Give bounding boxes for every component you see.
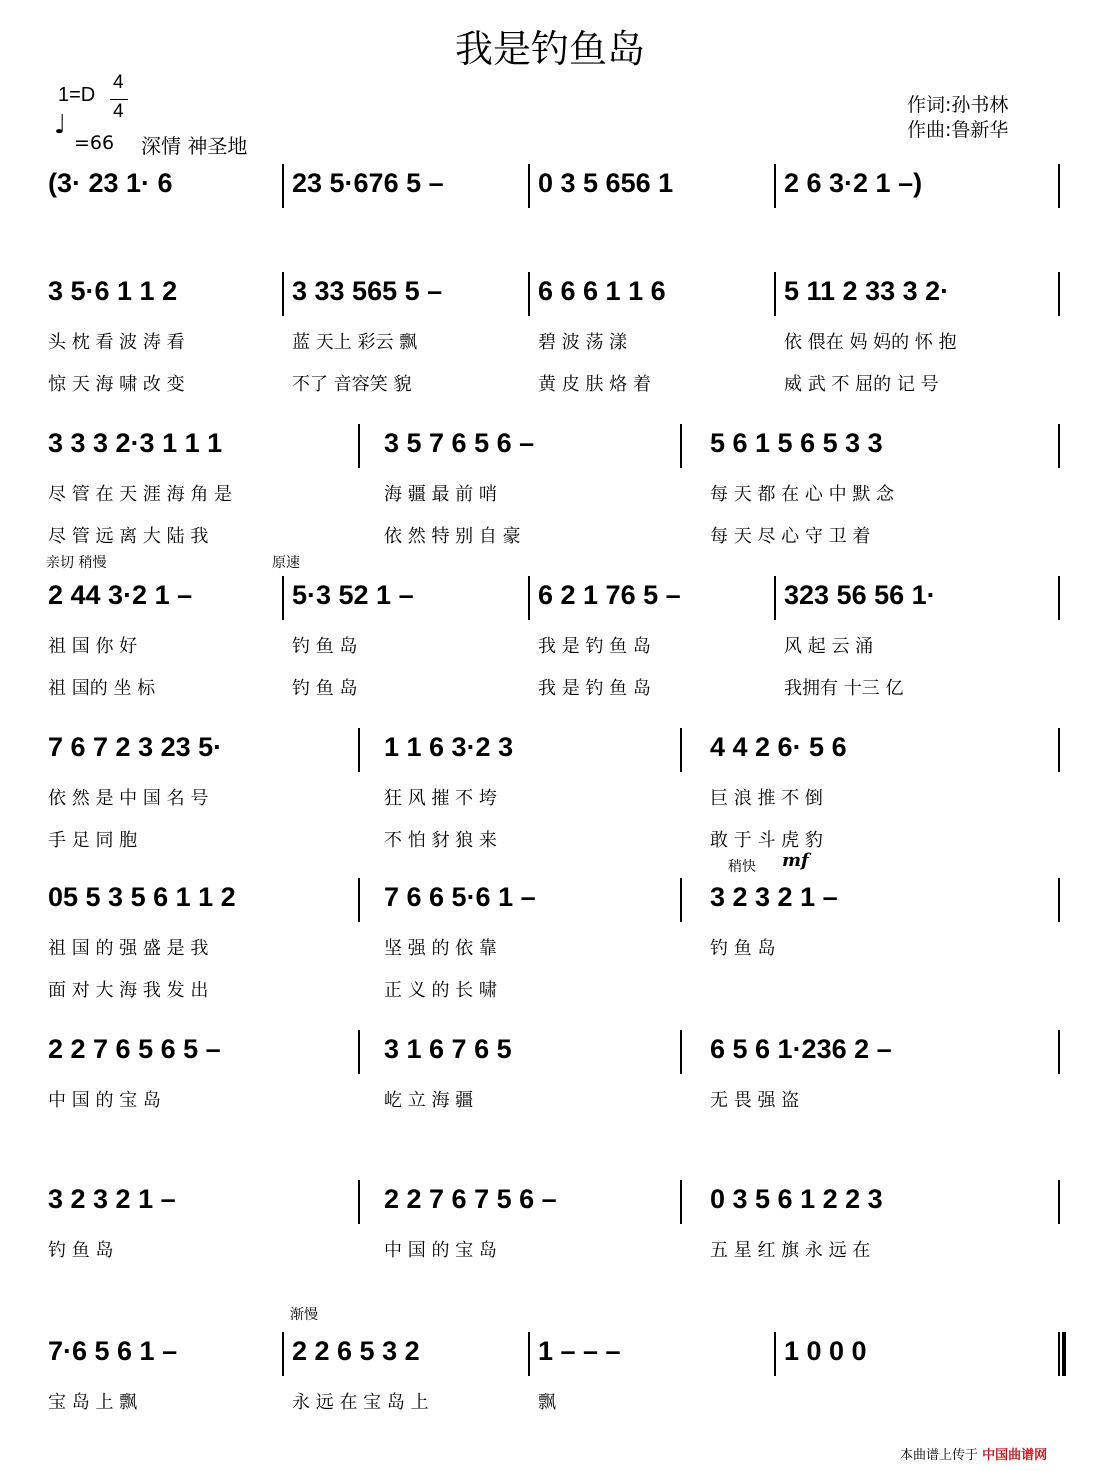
site-brand: 中国曲谱网 (982, 1448, 1048, 1463)
lyric-verse-2: 不了 音容笑 貌 (292, 374, 412, 395)
lyric-verse-1: 头 枕 看 波 涛 看 (48, 332, 185, 353)
measure-notes: 6 2 1 76 5 – (538, 580, 681, 610)
measure-notes: 1 0 0 0 (784, 1336, 867, 1366)
measure-notes: 2 44 3·2 1 – (48, 580, 193, 610)
barline (680, 424, 682, 468)
barline (282, 1332, 284, 1376)
measure-notes: 7 6 7 2 3 23 5· (48, 732, 223, 762)
measure-notes: 2 6 3·2 1 –) (784, 168, 923, 198)
dynamic-mf: mf (782, 850, 809, 871)
measure-notes: 3 5·6 1 1 2 (48, 276, 178, 306)
lyric-verse-2: 尽 管 远 离 大 陆 我 (48, 526, 209, 547)
measure-notes: 0 3 5 6 1 2 2 3 (710, 1184, 883, 1214)
lyric-verse-1: 尽 管 在 天 涯 海 角 是 (48, 484, 233, 505)
lyric-verse-1: 飘 (538, 1392, 556, 1413)
lyric-verse-1: 狂 风 摧 不 垮 (384, 788, 497, 809)
lyric-verse-1: 坚 强 的 依 靠 (384, 938, 497, 959)
lyric-verse-2: 依 然 特 别 自 豪 (384, 526, 521, 547)
lyric-verse-2: 钓 鱼 岛 (292, 678, 358, 699)
barline (680, 728, 682, 772)
marking-tender-slower: 亲切 稍慢 (46, 555, 107, 571)
measure-notes: 2 2 7 6 7 5 6 – (384, 1184, 557, 1214)
lyric-verse-1: 海 疆 最 前 哨 (384, 484, 497, 505)
measure-notes: 2 2 7 6 5 6 5 – (48, 1034, 221, 1064)
measure-notes: 3 2 3 2 1 – (710, 882, 838, 912)
measure-notes: 3 33 565 5 – (292, 276, 443, 306)
barline (774, 576, 776, 620)
lyric-verse-2: 黄 皮 肤 烙 着 (538, 374, 651, 395)
barline (282, 576, 284, 620)
measure-notes: 5·3 52 1 – (292, 580, 414, 610)
time-signature-bottom: 4 (113, 101, 124, 122)
marking-gradually-slower: 渐慢 (290, 1307, 318, 1323)
barline (1058, 728, 1060, 772)
measure-notes: 4 4 2 6· 5 6 (710, 732, 847, 762)
barline (680, 1180, 682, 1224)
composer-credit: 作曲:鲁新华 (907, 119, 1009, 141)
measure-notes: 5 6 1 5 6 5 3 3 (710, 428, 883, 458)
lyric-verse-2: 敢 于 斗 虎 豹 (710, 830, 823, 851)
barline (528, 1332, 530, 1376)
lyric-verse-1: 永 远 在 宝 岛 上 (292, 1392, 429, 1413)
quarter-note-icon: ♩ (54, 110, 67, 140)
lyric-verse-1: 无 畏 强 盗 (710, 1090, 800, 1111)
barline (358, 424, 360, 468)
lyric-verse-1: 中 国 的 宝 岛 (384, 1240, 497, 1261)
marking-original-tempo: 原速 (272, 555, 300, 571)
lyric-verse-1: 钓 鱼 岛 (48, 1240, 114, 1261)
time-signature-top: 4 (113, 72, 124, 93)
barline (774, 164, 776, 208)
barline (358, 728, 360, 772)
measure-notes: 1 – – – (538, 1336, 621, 1366)
lyric-verse-1: 宝 岛 上 飘 (48, 1392, 138, 1413)
measure-notes: 05 5 3 5 6 1 1 2 (48, 882, 236, 912)
lyric-verse-2: 手 足 同 胞 (48, 830, 138, 851)
expression-marking: 深情 神圣地 (141, 134, 248, 158)
lyric-verse-2: 我 是 钓 鱼 岛 (538, 678, 651, 699)
measure-notes: 3 2 3 2 1 – (48, 1184, 176, 1214)
lyric-verse-1: 每 天 都 在 心 中 默 念 (710, 484, 895, 505)
lyric-verse-2: 祖 国的 坐 标 (48, 678, 156, 699)
measure-notes: 23 5·676 5 – (292, 168, 444, 198)
measure-notes: 3 5 7 6 5 6 – (384, 428, 535, 458)
barline (1058, 424, 1060, 468)
barline (528, 272, 530, 316)
lyric-verse-1: 蓝 天上 彩云 飘 (292, 332, 418, 353)
measure-notes: 2 2 6 5 3 2 (292, 1336, 420, 1366)
lyric-verse-1: 我 是 钓 鱼 岛 (538, 636, 651, 657)
barline (1058, 576, 1060, 620)
footer-credit (900, 1444, 1047, 1463)
lyric-verse-2: 每 天 尽 心 守 卫 着 (710, 526, 871, 547)
measure-notes: 7·6 5 6 1 – (48, 1336, 178, 1366)
lyric-verse-2: 惊 天 海 啸 改 变 (48, 374, 185, 395)
measure-notes: 6 5 6 1·236 2 – (710, 1034, 892, 1064)
measure-notes: (3· 23 1· 6 (48, 168, 173, 198)
measure-notes: 3 1 6 7 6 5 (384, 1034, 512, 1064)
key-signature: 1=D (58, 84, 96, 106)
barline (774, 272, 776, 316)
lyric-verse-2: 正 义 的 长 啸 (384, 980, 497, 1001)
lyric-verse-2: 面 对 大 海 我 发 出 (48, 980, 209, 1001)
lyric-verse-1: 五 星 红 旗 永 远 在 (710, 1240, 871, 1261)
lyric-verse-1: 巨 浪 推 不 倒 (710, 788, 823, 809)
lyric-verse-2: 威 武 不 屈的 记 号 (784, 374, 939, 395)
barline (358, 1030, 360, 1074)
lyric-verse-2: 我拥有 十三 亿 (784, 678, 904, 699)
final-barline (1062, 1332, 1066, 1376)
measure-notes: 7 6 6 5·6 1 – (384, 882, 536, 912)
lyricist-credit: 作词:孙书林 (907, 94, 1009, 116)
page-title: 我是钓鱼岛 (454, 27, 645, 71)
lyric-verse-1: 祖 国 你 好 (48, 636, 138, 657)
barline (774, 1332, 776, 1376)
measure-notes: 5 11 2 33 3 2· (784, 276, 950, 306)
time-signature-divider (110, 99, 128, 100)
barline (1058, 1030, 1060, 1074)
barline (1058, 878, 1060, 922)
tempo-value: =66 (74, 132, 115, 154)
barline (528, 164, 530, 208)
marking-faster: 稍快 (728, 859, 756, 875)
measure-notes: 323 56 56 1· (784, 580, 936, 610)
lyric-verse-1: 依 然 是 中 国 名 号 (48, 788, 209, 809)
barline (1058, 272, 1060, 316)
barline (1058, 1180, 1060, 1224)
lyric-verse-1: 钓 鱼 岛 (292, 636, 358, 657)
barline (528, 576, 530, 620)
lyric-verse-1: 祖 国 的 强 盛 是 我 (48, 938, 209, 959)
measure-notes: 0 3 5 656 1 (538, 168, 674, 198)
barline (282, 164, 284, 208)
barline (358, 878, 360, 922)
barline (680, 878, 682, 922)
barline (680, 1030, 682, 1074)
barline (1058, 164, 1060, 208)
lyric-verse-1: 风 起 云 涌 (784, 636, 874, 657)
lyric-verse-1: 碧 波 荡 漾 (538, 332, 628, 353)
lyric-verse-2: 不 怕 豺 狼 来 (384, 830, 497, 851)
lyric-verse-1: 屹 立 海 疆 (384, 1090, 474, 1111)
measure-notes: 6 6 6 1 1 6 (538, 276, 666, 306)
barline (282, 272, 284, 316)
barline (358, 1180, 360, 1224)
measure-notes: 1 1 6 3·2 3 (384, 732, 514, 762)
upload-text: 本曲谱上传于 (900, 1448, 979, 1463)
lyric-verse-1: 钓 鱼 岛 (710, 938, 776, 959)
lyric-verse-1: 依 偎在 妈 妈的 怀 抱 (784, 332, 957, 353)
barline (1058, 1332, 1060, 1376)
measure-notes: 3 3 3 2·3 1 1 1 (48, 428, 223, 458)
lyric-verse-1: 中 国 的 宝 岛 (48, 1090, 161, 1111)
